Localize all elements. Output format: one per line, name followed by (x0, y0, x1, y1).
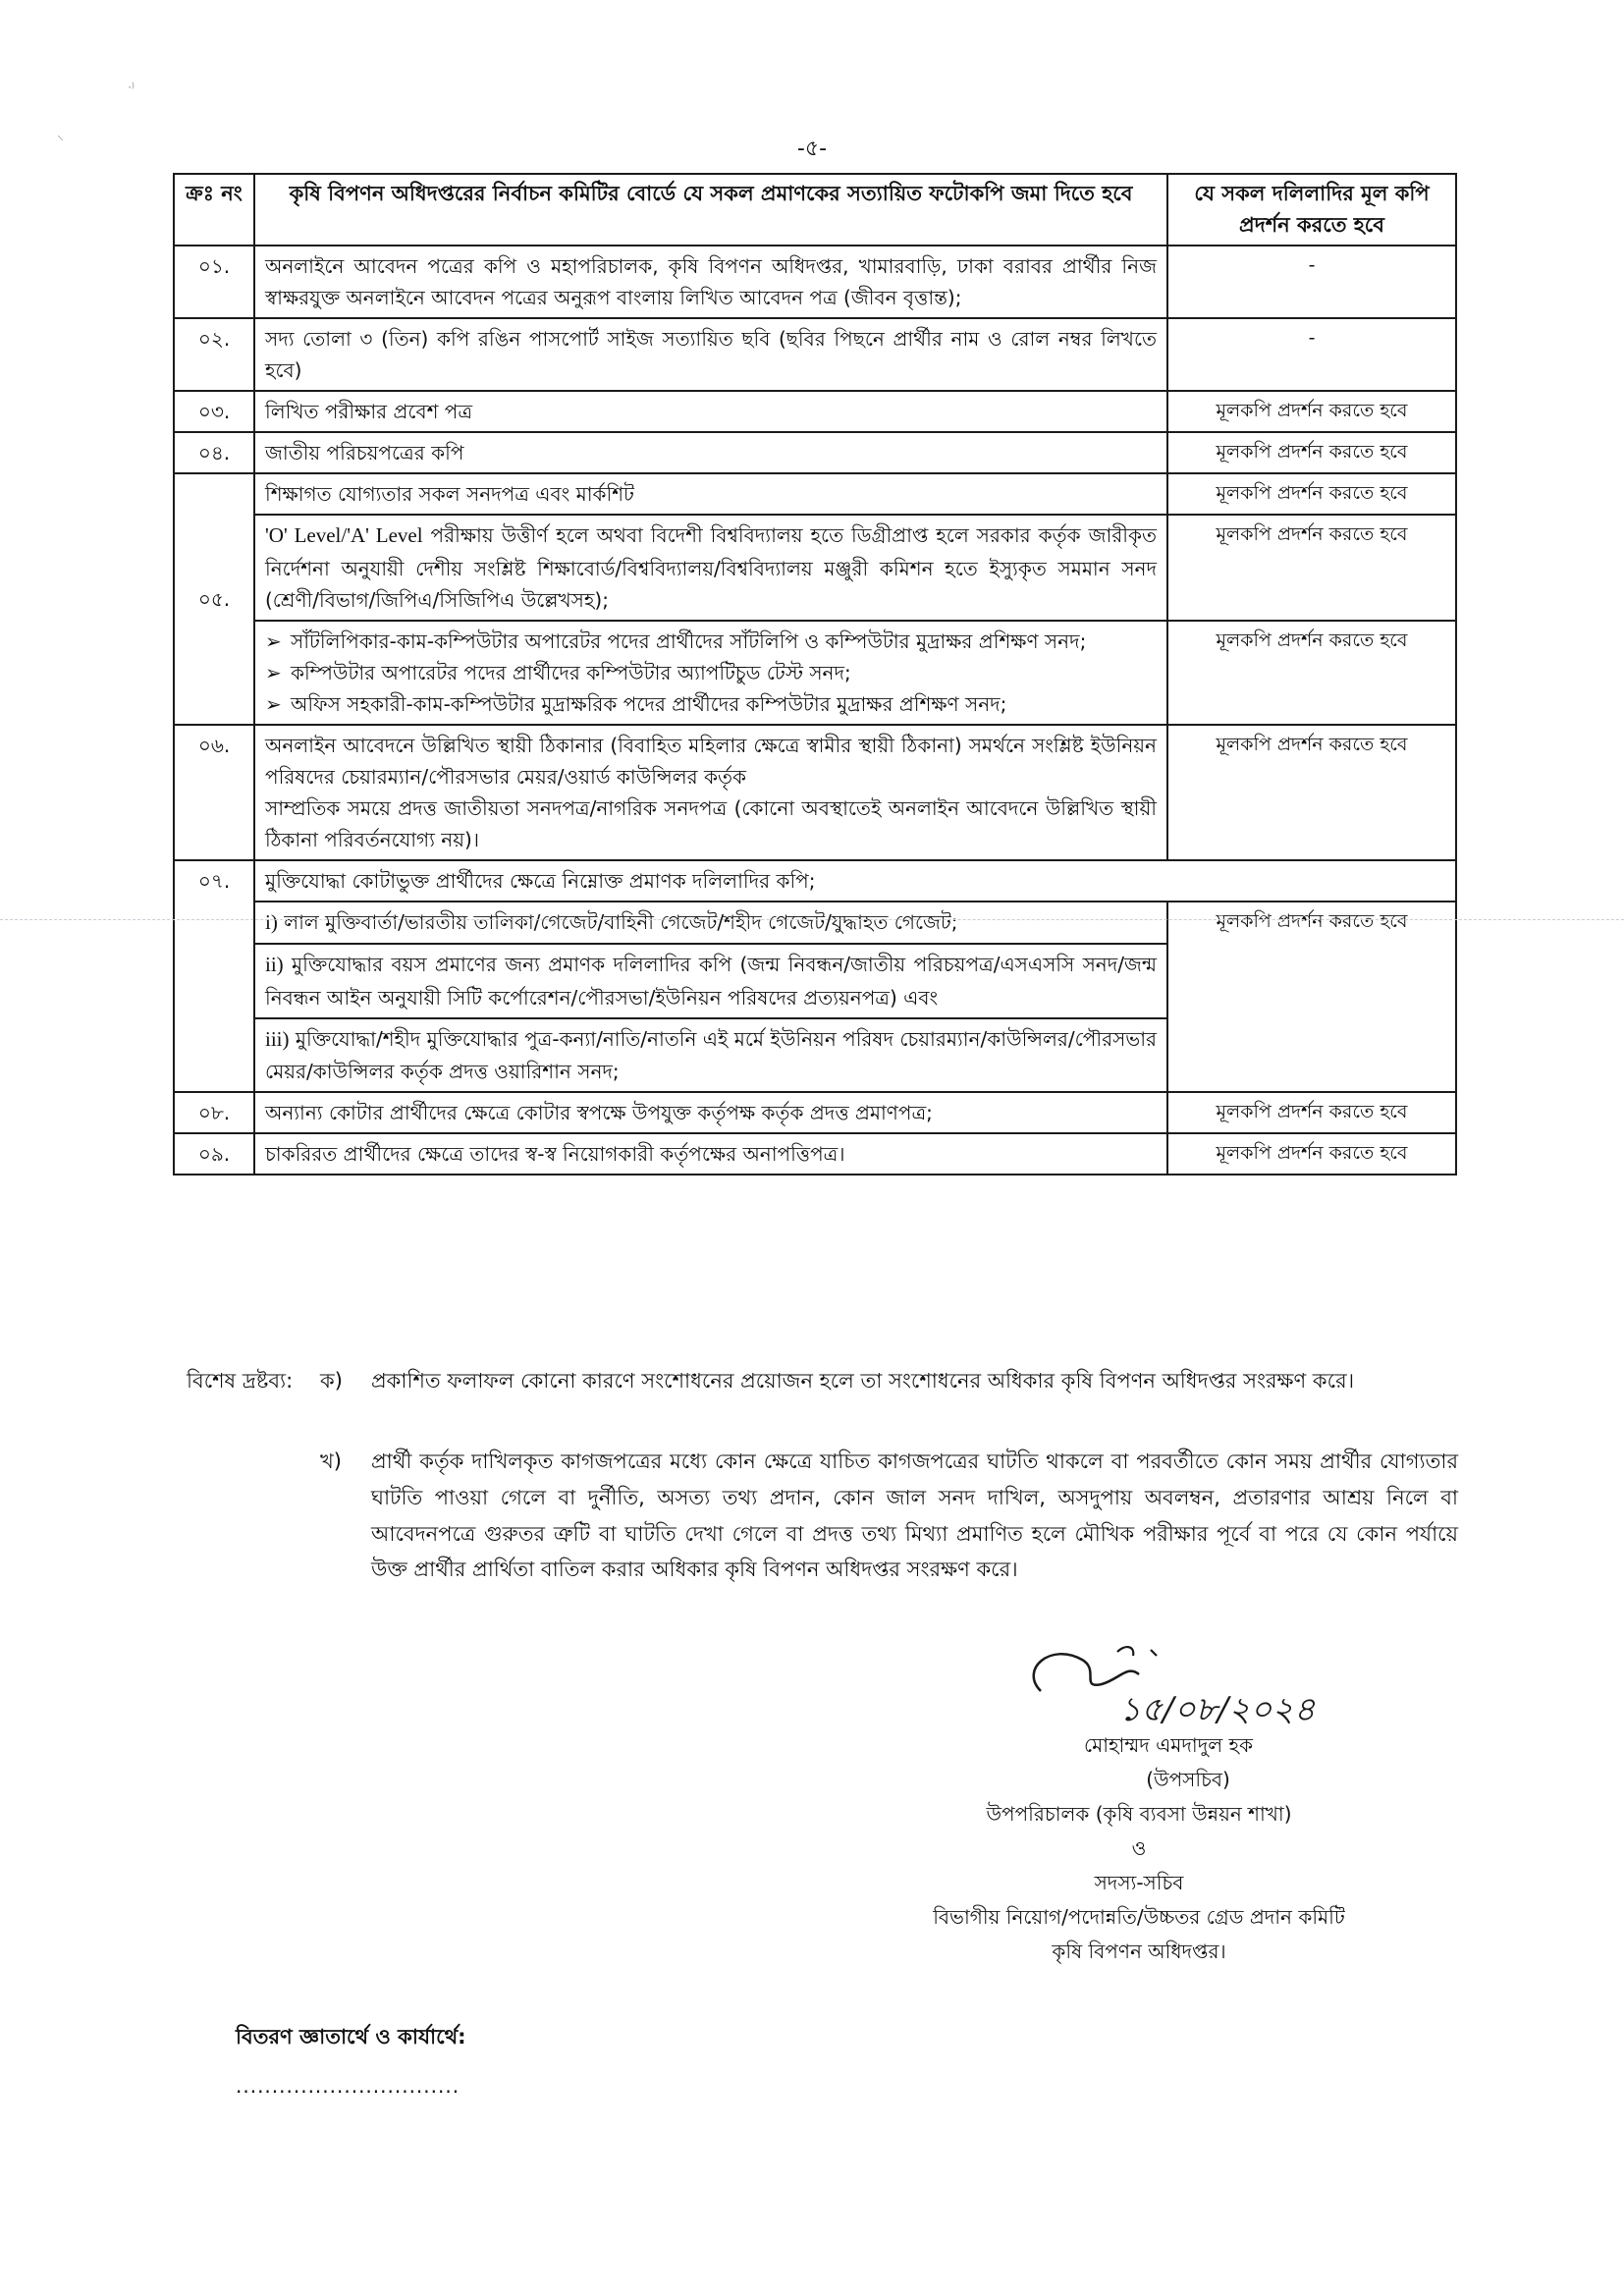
row-serial: ০৩. (174, 391, 254, 432)
page-number: -৫- (796, 137, 828, 161)
row-description: জাতীয় পরিচয়পত্রের কপি (254, 432, 1167, 473)
item-number: iii) (265, 1026, 290, 1051)
signatory-conjunction: ও (1131, 1836, 1147, 1860)
row-original-copy: মূলকপি প্রদর্শন করতে হবে (1167, 621, 1456, 725)
row-serial: ০১. (174, 246, 254, 318)
scan-mark: ⸜ (57, 128, 64, 143)
item-number: ii) (265, 953, 284, 977)
table-row (174, 473, 1456, 515)
note-item (320, 1444, 1458, 1588)
table-row (174, 902, 1456, 945)
arrow-bullet-icon: ➢ (265, 629, 282, 653)
row-serial: ০৯. (174, 1133, 254, 1175)
scan-mark: ᐧ⁾ (128, 81, 135, 96)
header-original-copy: যে সকল দলিলাদির মূল কপি প্রদর্শন করতে হবে (1167, 174, 1456, 246)
row-description: শিক্ষাগত যোগ্যতার সকল সনদপত্র এবং মার্কশিট (254, 473, 1167, 515)
distribution-placeholder: ............................... (236, 2074, 460, 2098)
table-row (174, 725, 1456, 860)
table-row (174, 1092, 1456, 1133)
scan-artifact-line (0, 919, 1624, 920)
row-description: সদ্য তোলা ৩ (তিন) কপি রঙিন পাসপোর্ট সাইজ সত্যায়িত ছবি (ছবির পিছনে প্রার্থীর নাম ও রোল নম্বর লিখতে হবে) (254, 318, 1167, 391)
row-original-copy: - (1167, 246, 1456, 318)
row-original-copy: মূলকপি প্রদর্শন করতে হবে (1167, 391, 1456, 432)
row-description: i) লাল মুক্তিবার্তা/ভারতীয় তালিকা/গেজেট/বাহিনী গেজেট/শহীদ গেজেট/যুদ্ধাহত গেজেট; (254, 902, 1167, 945)
table-row (174, 860, 1456, 902)
documents-table (173, 173, 1457, 1175)
table-row (174, 432, 1456, 473)
row-original-copy: মূলকপি প্রদর্শন করতে হবে (1167, 902, 1456, 1093)
note-text: প্রার্থী কর্তৃক দাখিলকৃত কাগজপত্রের মধ্যে কোন ক্ষেত্রে যাচিত কাগজপত্রের ঘাটতি থাকলে বা পরবর্তীতে কোন সময় প্রার্থীর যোগ্যতার ঘাটতি পাওয়া গেলে বা দুর্নীতি, অসত্য তথ্য প্রদান, কোন জাল সনদ দাখিল, অসদুপায় অবলম্বন, প্রতারণার আশ্রয় নিলে বা আবেদনপত্রে গুরুতর ত্রুটি বা ঘাটতি দেখা গেলে বা প্রদত্ত তথ্য মিথ্যা প্রমাণিত হলে মৌখিক পরীক্ষার পূর্বে বা পরে যে কোন পর্যায়ে উক্ত প্রার্থীর প্রার্থিতা বাতিল করার অধিকার কৃষি বিপণন অধিদপ্তর সংরক্ষণ করে। (371, 1449, 1458, 1582)
header-description: কৃষি বিপণন অধিদপ্তরের নির্বাচন কমিটির বোর্ডে যে সকল প্রমাণকের সত্যায়িত ফটোকপি জমা দিতে হবে (254, 174, 1167, 246)
signatory-block (864, 1728, 1414, 1969)
distribution-label: বিতরণ জ্ঞাতার্থে ও কার্যার্থে: (236, 2025, 466, 2049)
table-row (174, 515, 1456, 621)
level-label: 'O' Level/'A' Level (265, 523, 423, 547)
row-description: মুক্তিযোদ্ধা কোটাভুক্ত প্রার্থীদের ক্ষেত্রে নিম্নোক্ত প্রমাণক দলিলাদির কপি; (254, 860, 1456, 902)
note-key: ক) (320, 1369, 343, 1393)
row-serial: ০২. (174, 318, 254, 391)
note-item (320, 1363, 1458, 1399)
row-description: অন্যান্য কোটার প্রার্থীদের ক্ষেত্রে কোটার স্বপক্ষে উপযুক্ত কর্তৃপক্ষ কর্তৃক প্রদত্ত প্রমাণপত্র; (254, 1092, 1167, 1133)
table-header-row (174, 174, 1456, 246)
bullet-item: ➢ অফিস সহকারী-কাম-কম্পিউটার মুদ্রাক্ষরিক পদের প্রার্থীদের কম্পিউটার মুদ্রাক্ষর প্রশিক্ষণ সনদ; (265, 688, 1157, 720)
signatory-rank: (উপসচিব) (1146, 1768, 1230, 1791)
arrow-bullet-icon: ➢ (265, 660, 282, 684)
row-description-part: সাম্প্রতিক সময়ে প্রদত্ত জাতীয়তা সনদপত্র/নাগরিক সনদপত্র (কোনো অবস্থাতেই অনলাইন আবেদনে উল্লিখিত স্থায়ী ঠিকানা পরিবর্তনযোগ্য নয়)। (265, 795, 1157, 851)
signatory-designation: উপপরিচালক (কৃষি ব্যবসা উন্নয়ন শাখা) (986, 1802, 1292, 1826)
row-original-copy: মূলকপি প্রদর্শন করতে হবে (1167, 1133, 1456, 1175)
note-text: প্রকাশিত ফলাফল কোনো কারণে সংশোধনের প্রয়োজন হলে তা সংশোধনের অধিকার কৃষি বিপণন অধিদপ্তর সংরক্ষণ করে। (371, 1369, 1355, 1393)
table-row (174, 318, 1456, 391)
row-description (254, 725, 1167, 860)
row-description (254, 621, 1167, 725)
row-original-copy: মূলকপি প্রদর্শন করতে হবে (1167, 725, 1456, 860)
table-row (174, 621, 1456, 725)
signatory-office: কৃষি বিপণন অধিদপ্তর। (1052, 1940, 1226, 1963)
notes-label: বিশেষ দ্রষ্টব্য: (187, 1369, 294, 1393)
table-row (174, 246, 1456, 318)
row-description: লিখিত পরীক্ষার প্রবেশ পত্র (254, 391, 1167, 432)
row-serial: ০৬. (174, 725, 254, 860)
row-original-copy: মূলকপি প্রদর্শন করতে হবে (1167, 515, 1456, 621)
row-serial: ০৪. (174, 432, 254, 473)
header-serial: ক্রঃ নং (174, 174, 254, 246)
bullet-item: ➢ সাঁটলিপিকার-কাম-কম্পিউটার অপারেটর পদের প্রার্থীদের সাঁটলিপি ও কম্পিউটার মুদ্রাক্ষর প্রশিক্ষণ সনদ; (265, 626, 1157, 657)
table-row (174, 391, 1456, 432)
signatory-committee: বিভাগীয় নিয়োগ/পদোন্নতি/উচ্চতর গ্রেড প্রদান কমিটি (933, 1905, 1345, 1929)
row-original-copy: মূলকপি প্রদর্শন করতে হবে (1167, 432, 1456, 473)
signature-date: ১৫/০৮/২০২৪ (1119, 1690, 1316, 1728)
row-description: অনলাইনে আবেদন পত্রের কপি ও মহাপরিচালক, কৃষি বিপণন অধিদপ্তর, খামারবাড়ি, ঢাকা বরাবর প্রার্থীর নিজ স্বাক্ষরযুক্ত অনলাইনে আবেদন পত্রের অনুরূপ বাংলায় লিখিত আবেদন পত্র (জীবন বৃত্তান্ত); (254, 246, 1167, 318)
level-description: পরীক্ষায় উত্তীর্ণ হলে অথবা বিদেশী বিশ্ববিদ্যালয় হতে ডিগ্রীপ্রাপ্ত হলে সরকার কর্তৃক জারীকৃত নির্দেশনা অনুযায়ী দেশীয় সংশ্লিষ্ট শিক্ষাবোর্ড/বিশ্ববিদ্যালয়/বিশ্ববিদ্যালয় মঞ্জুরী কমিশন হতে ইস্যুকৃত সমমান সনদ (শ্রেণী/বিভাগ/জিপিএ/সিজিপিএ উল্লেখসহ); (265, 523, 1157, 612)
signature-scribble-icon (1011, 1630, 1335, 1728)
row-serial: ০৮. (174, 1092, 254, 1133)
signature (1011, 1630, 1335, 1732)
bullet-item: ➢ কম্পিউটার অপারেটর পদের প্রার্থীদের কম্পিউটার অ্যাপটিচুড টেস্ট সনদ; (265, 657, 1157, 688)
signatory-member: সদস্য-সচিব (1094, 1871, 1184, 1894)
row-description-part: অনলাইন আবেদনে উল্লিখিত স্থায়ী ঠিকানার (বিবাহিত মহিলার ক্ষেত্রে স্বামীর স্থায়ী ঠিকানা) সমর্থনে সংশ্লিষ্ট ইউনিয়ন পরিষদের চেয়ারম্যান/পৌরসভার মেয়র/ওয়ার্ড কাউন্সিলর কর্তৃক (265, 733, 1157, 789)
arrow-bullet-icon: ➢ (265, 691, 282, 716)
row-original-copy: মূলকপি প্রদর্শন করতে হবে (1167, 1092, 1456, 1133)
item-number: i) (265, 909, 278, 934)
row-description: ii) মুক্তিযোদ্ধার বয়স প্রমাণের জন্য প্রমাণক দলিলাদির কপি (জন্ম নিবন্ধন/জাতীয় পরিচয়পত্র/এসএসসি সনদ/জন্ম নিবন্ধন আইন অনুযায়ী সিটি কর্পোরেশন/পৌরসভা/ইউনিয়ন পরিষদের প্রত্যয়নপত্র) এবং (254, 944, 1167, 1018)
signatory-name: মোহাম্মদ এমদাদুল হক (1084, 1733, 1253, 1757)
row-original-copy: - (1167, 318, 1456, 391)
row-description: চাকরিরত প্রার্থীদের ক্ষেত্রে তাদের স্ব-স্ব নিয়োগকারী কর্তৃপক্ষের অনাপত্তিপত্র। (254, 1133, 1167, 1175)
table-row (174, 1133, 1456, 1175)
row-serial: ০৭. (174, 860, 254, 1093)
row-serial: ০৫. (174, 473, 254, 725)
row-description: iii) মুক্তিযোদ্ধা/শহীদ মুক্তিযোদ্ধার পুত্র-কন্যা/নাতি/নাতনি এই মর্মে ইউনিয়ন পরিষদ চেয়ারম্যান/কাউন্সিলর/পৌরসভার মেয়র/কাউন্সিলর কর্তৃক প্রদত্ত ওয়ারিশান সনদ; (254, 1018, 1167, 1093)
row-description (254, 515, 1167, 621)
row-original-copy: মূলকপি প্রদর্শন করতে হবে (1167, 473, 1456, 515)
note-key: খ) (320, 1449, 342, 1473)
